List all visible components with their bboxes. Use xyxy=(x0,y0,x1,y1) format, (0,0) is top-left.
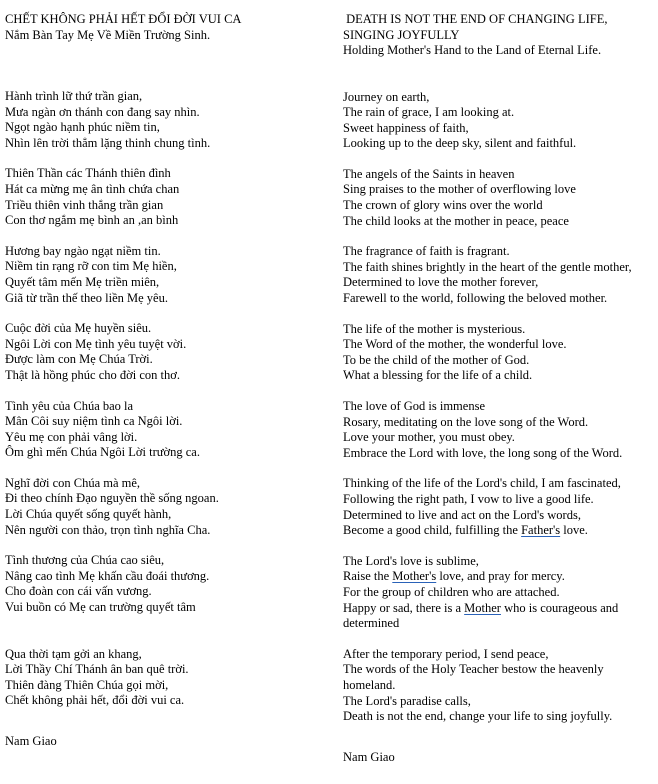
poem-line: Qua thời tạm gởi an khang, xyxy=(5,646,142,661)
poem-line: The Lord's love is sublime, xyxy=(343,553,479,568)
poem-line: Death is not the end, change your life to sing joyfully. xyxy=(343,709,613,724)
poem-line: Nhìn lên trời thẳm lặng thinh chung tình. xyxy=(5,135,211,150)
poem-line: The child looks at the mother in peace, peace xyxy=(343,213,569,228)
poem-line: The fragrance of faith is fragrant. xyxy=(343,244,510,259)
stanzas-vi xyxy=(5,89,325,709)
poem-subtitle-en: Holding Mother's Hand to the Land of Eternal Life. xyxy=(343,43,602,57)
poem-line: Giã từ trần thế theo liền Mẹ yêu. xyxy=(5,290,168,305)
poem-line: Hành trình lữ thứ trần gian, xyxy=(5,89,143,103)
stanza xyxy=(343,244,655,306)
stanza xyxy=(343,322,655,384)
stanza xyxy=(5,89,325,151)
poem-line: Ngôi Lời con Mẹ tình yêu tuyệt vời. xyxy=(5,336,187,351)
poem-line: For the group of children who are attached. xyxy=(343,584,560,599)
poem-line: The faith shines brightly in the heart of the gentle mother, xyxy=(343,259,632,274)
poem-line: Cho đoàn con cái vấn vương. xyxy=(5,584,152,599)
poem-line: Đi theo chính Đạo nguyền thề sống ngoan. xyxy=(5,491,219,506)
poem-line: To be the child of the mother of God. xyxy=(343,352,530,367)
vietnamese-column xyxy=(5,12,325,750)
author-vi: Nam Giao xyxy=(5,734,57,748)
poem-line: Looking up to the deep sky, silent and faithful. xyxy=(343,136,577,151)
poem-line: Determined to live and act on the Lord's words, xyxy=(343,507,581,522)
poem-line: Embrace the Lord with love, the long song of the Word. xyxy=(343,445,623,460)
stanza xyxy=(343,90,655,152)
poem-line: Triều thiên vinh thắng trần gian xyxy=(5,197,164,212)
stanza xyxy=(343,476,655,538)
stanza xyxy=(343,647,655,725)
poem-line: Chết không phải hết, đổi đời vui ca. xyxy=(5,693,185,708)
poem-line: The angels of the Saints in heaven xyxy=(343,166,515,181)
poem-line: Cuộc đời của Mẹ huyền siêu. xyxy=(5,321,152,336)
poem-line: The life of the mother is mysterious. xyxy=(343,321,526,336)
poem-line: Quyết tâm mến Mẹ triền miên, xyxy=(5,274,160,289)
poem-line: After the temporary period, I send peace, xyxy=(343,646,549,661)
poem-line: The words of the Holy Teacher bestow the heavenly homeland. xyxy=(343,662,604,692)
poem-line: Vui buồn có Mẹ can trường quyết tâm xyxy=(5,600,196,615)
poem-line: Tình yêu của Chúa bao la xyxy=(5,398,134,413)
poem-line: Thiên Thần các Thánh thiên đình xyxy=(5,166,171,181)
poem-line: Determined to love the mother forever, xyxy=(343,275,539,290)
poem-line: Yêu mẹ con phải vâng lời. xyxy=(5,429,138,444)
poem-line: Mân Côi suy niệm tình ca Ngôi lời. xyxy=(5,414,183,429)
poem-line: The rain of grace, I am looking at. xyxy=(343,105,515,120)
stanza xyxy=(5,321,325,383)
poem-line: Lời Chúa quyết sống quyết hành, xyxy=(5,507,172,522)
stanza xyxy=(5,647,325,709)
poem-line: The Word of the mother, the wonderful love. xyxy=(343,337,567,352)
poem-line: Sing praises to the mother of overflowing love xyxy=(343,182,576,197)
poem-line: Nghĩ đời con Chúa mà mê, xyxy=(5,475,141,490)
poem-line: Raise the Mother's love, and pray for mercy. xyxy=(343,569,565,584)
poem-subtitle-vi: Nắm Bàn Tay Mẹ Về Miền Trường Sinh. xyxy=(5,27,211,42)
stanza xyxy=(343,554,655,632)
poem-line: Sweet happiness of faith, xyxy=(343,120,469,135)
poem-line: What a blessing for the life of a child. xyxy=(343,368,533,383)
stanza xyxy=(5,244,325,306)
poem-line: Thật là hồng phúc cho đời con thơ. xyxy=(5,367,180,382)
poem-line: Become a good child, fulfilling the Father's love. xyxy=(343,523,588,538)
poem-line: Hương bay ngào ngạt niềm tin. xyxy=(5,243,161,258)
poem-line: Nâng cao tình Mẹ khấn cầu đoái thương. xyxy=(5,568,210,583)
stanza xyxy=(5,476,325,538)
poem-line: Con thơ ngắm mẹ bình an ,an bình xyxy=(5,213,179,228)
poem-line: Ôm ghì mến Chúa Ngôi Lời trường ca. xyxy=(5,445,200,460)
poem-line: Hát ca mừng mẹ ân tình chứa chan xyxy=(5,181,180,196)
stanza xyxy=(5,399,325,461)
poem-title-en-line2: SINGING JOYFULLY xyxy=(343,27,460,42)
stanza xyxy=(5,166,325,228)
poem-line: Farewell to the world, following the beloved mother. xyxy=(343,291,608,306)
poem-line: Rosary, meditating on the love song of the Word. xyxy=(343,414,589,429)
english-column xyxy=(343,12,655,765)
poem-title-en-line1: DEATH IS NOT THE END OF CHANGING LIFE, xyxy=(343,12,608,26)
poem-line: The love of God is immense xyxy=(343,399,485,413)
poem-line: Tình thương của Chúa cao siêu, xyxy=(5,553,165,568)
poem-line: The Lord's paradise calls, xyxy=(343,693,471,708)
poem-line: The crown of glory wins over the world xyxy=(343,198,543,213)
poem-line: Thiên đàng Thiên Chúa gọi mời, xyxy=(5,677,169,692)
poem-line: Lời Thầy Chí Thánh ân ban quê trời. xyxy=(5,662,189,677)
poem-line: Thinking of the life of the Lord's child, I am fascinated, xyxy=(343,476,621,491)
stanzas-en xyxy=(343,90,655,725)
poem-line: Following the right path, I vow to live a good life. xyxy=(343,491,594,506)
stanza xyxy=(343,399,655,461)
poem-line: Nên người con thảo, trọn tình nghĩa Cha. xyxy=(5,522,211,537)
poem-line: Journey on earth, xyxy=(343,89,430,104)
poem-line: Mưa ngàn ơn thánh con đang say nhìn. xyxy=(5,104,200,119)
poem-line: Ngọt ngào hạnh phúc niềm tin, xyxy=(5,120,160,135)
poem-line: Happy or sad, there is a Mother who is courageous and determined xyxy=(343,600,619,631)
author-en: Nam Giao xyxy=(343,749,395,764)
poem-line: Được làm con Mẹ Chúa Trời. xyxy=(5,352,153,367)
poem-line: Love your mother, you must obey. xyxy=(343,430,515,445)
stanza xyxy=(5,553,325,615)
poem-title-vi: CHẾT KHÔNG PHẢI HẾT ĐỔI ĐỜI VUI CA xyxy=(5,12,242,26)
poem-line: Niềm tin rạng rỡ con tim Mẹ hiền, xyxy=(5,259,177,274)
stanza xyxy=(343,167,655,229)
